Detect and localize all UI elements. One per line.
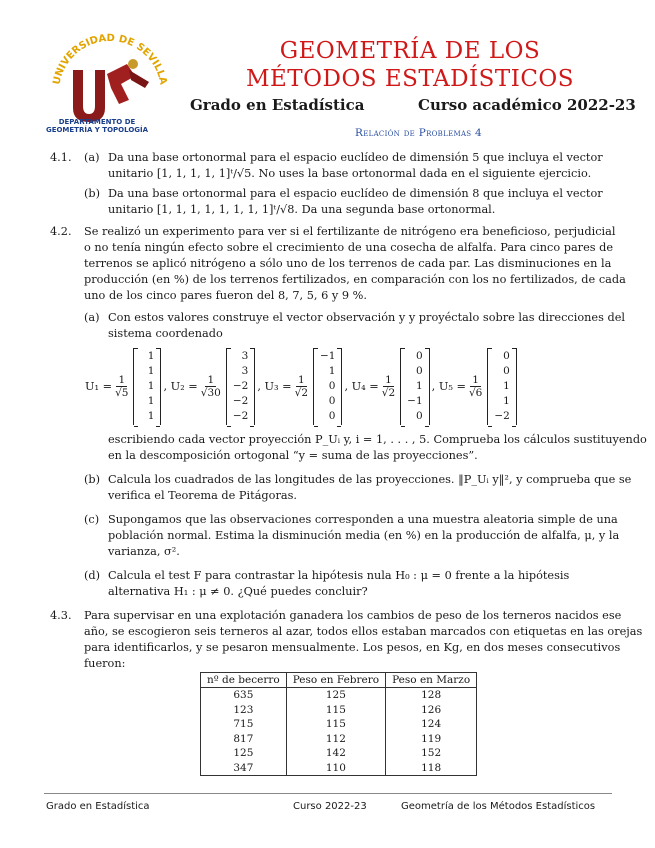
paragraph-line: Calcula el test F para contrastar la hipótesis nula H₀ : μ = 0 frente a la hipótesis bbox=[108, 569, 570, 582]
footer-left: Grado en Estadística bbox=[46, 801, 150, 812]
vector-name: , U₃ = bbox=[257, 380, 292, 393]
problem-number: 4.2. bbox=[50, 225, 72, 238]
paragraph-line: o no tenía ningún efecto sobre el crecimiento de una cosecha de alfalfa. Para cinco pares de bbox=[84, 241, 614, 254]
paragraph-line: año, se escogieron seis terneros al azar, todos ellos estaban marcados con etiquetas en las orejas bbox=[84, 625, 643, 638]
item-label: (d) bbox=[84, 569, 101, 582]
column-header: nº de becerro bbox=[201, 673, 287, 688]
column-header: Peso en Marzo bbox=[386, 673, 477, 688]
paragraph-line: fueron: bbox=[84, 657, 126, 670]
footer-right: Geometría de los Métodos Estadísticos bbox=[401, 801, 596, 812]
paragraph-line: uno de los cinco pares fueron del 8, 7, 5, 6 y 9 %. bbox=[84, 289, 367, 302]
item-label: (b) bbox=[84, 473, 101, 486]
item-label: (a) bbox=[84, 311, 100, 324]
item-label: (a) bbox=[84, 151, 100, 164]
footer-center: Curso 2022-23 bbox=[293, 801, 367, 812]
column-vector: 3 3 −2 −2 −2 bbox=[226, 348, 255, 425]
paragraph-line: terrenos se aplicó nitrógeno a sólo uno de los terrenos de cada par. Las disminuciones en la bbox=[84, 257, 612, 270]
paragraph-line: verifica el Teorema de Pitágoras. bbox=[108, 489, 297, 502]
fraction-numerator: 1 bbox=[207, 373, 215, 386]
footer-divider bbox=[44, 793, 612, 794]
paragraph-line: producción (en %) de los terrenos fertilizados, en comparación con los no fertilizados, de cada bbox=[84, 273, 626, 286]
paragraph-line: alternativa H₁ : μ ≠ 0. ¿Qué puedes concluir? bbox=[108, 585, 368, 598]
column-vector: 0 0 1 1 −2 bbox=[487, 348, 516, 425]
fraction-numerator: 1 bbox=[385, 373, 392, 386]
table-row: 347 110 118 bbox=[201, 761, 477, 776]
fraction-denominator: √2 bbox=[294, 386, 308, 399]
sheet-title: Relación de Problemas 4 bbox=[355, 127, 483, 139]
paragraph-line: Da una base ortonormal para el espacio euclídeo de dimensión 5 que incluya el vector bbox=[108, 151, 603, 164]
item-label: (b) bbox=[84, 187, 101, 200]
page-title-line2: MÉTODOS ESTADÍSTICOS bbox=[245, 66, 575, 92]
table-row: 125 142 152 bbox=[201, 746, 477, 761]
vector-name: , U₅ = bbox=[431, 380, 466, 393]
problem-number: 4.1. bbox=[50, 151, 72, 164]
paragraph-line: para identificarlos, y se pesaron mensualmente. Los pesos, en Kg, en dos meses consecutivos bbox=[84, 641, 621, 654]
paragraph-line: Con estos valores construye el vector observación y y proyéctalo sobre las direcciones del bbox=[108, 311, 626, 324]
table-row: 123 115 126 bbox=[201, 703, 477, 718]
fraction-denominator: √5 bbox=[115, 386, 129, 399]
table-row: 715 115 124 bbox=[201, 717, 477, 732]
paragraph-line: Calcula los cuadrados de las longitudes de las proyecciones. ‖P_Uᵢ y‖², y comprueba que se bbox=[108, 473, 632, 486]
vector-name: , U₄ = bbox=[344, 380, 379, 393]
column-header: Peso en Febrero bbox=[286, 673, 385, 688]
paragraph-line: población normal. Estima la disminución media (en %) en la producción de alfalfa, μ, y la bbox=[108, 529, 620, 542]
paragraph-line: varianza, σ². bbox=[108, 545, 180, 558]
problem-number: 4.3. bbox=[50, 609, 72, 622]
fraction-numerator: 1 bbox=[472, 373, 479, 386]
basis-vectors bbox=[85, 348, 519, 425]
degree-label: Grado en Estadística bbox=[190, 96, 365, 114]
column-vector: 0 0 1 −1 0 bbox=[400, 348, 429, 425]
course-label: Curso académico 2022-23 bbox=[418, 96, 636, 114]
column-vector: −1 1 0 0 0 bbox=[313, 348, 342, 425]
department-label: DEPARTAMENTO DE GEOMETRÍA Y TOPOLOGÍA bbox=[45, 118, 149, 134]
table-header-row bbox=[201, 673, 477, 688]
paragraph-line: unitario [1, 1, 1, 1, 1, 1, 1, 1]ᵗ/√8. Da una segunda base ortonormal. bbox=[108, 203, 496, 216]
page-title-line1: GEOMETRÍA DE LOS bbox=[279, 38, 541, 64]
fraction-denominator: √2 bbox=[381, 386, 396, 399]
vector-name: , U₂ = bbox=[163, 380, 198, 393]
paragraph-line: escribiendo cada vector proyección P_Uᵢ y, i = 1, . . . , 5. Comprueba los cálculos sustituyendo bbox=[108, 433, 647, 446]
logo-arc-text: UNIVERSIDAD DE SEVILLA bbox=[51, 32, 169, 86]
paragraph-line: sistema coordenado bbox=[108, 327, 223, 340]
table-row: 817 112 119 bbox=[201, 732, 477, 747]
weights-table bbox=[200, 672, 477, 776]
fraction-denominator: √6 bbox=[468, 386, 483, 399]
table-row: 635 125 128 bbox=[201, 688, 477, 703]
fraction-numerator: 1 bbox=[297, 373, 305, 386]
paragraph-line: Supongamos que las observaciones corresponden a una muestra aleatoria simple de una bbox=[108, 513, 618, 526]
item-label: (c) bbox=[84, 513, 100, 526]
fraction-numerator: 1 bbox=[118, 373, 126, 386]
paragraph-line: unitario [1, 1, 1, 1, 1]ᵗ/√5. No uses la base ortonormal dada en el siguiente ejercicio. bbox=[108, 167, 592, 180]
paragraph-line: Para supervisar en una explotación ganadera los cambios de peso de los terneros nacidos ese bbox=[84, 609, 622, 622]
vector-name: U₁ = bbox=[85, 380, 113, 393]
paragraph-line: Se realizó un experimento para ver si el fertilizante de nitrógeno era beneficioso, perjudicial bbox=[84, 225, 616, 238]
column-vector: 1 1 1 1 1 bbox=[133, 348, 161, 425]
fraction-denominator: √30 bbox=[200, 386, 221, 399]
paragraph-line: Da una base ortonormal para el espacio euclídeo de dimensión 8 que incluya el vector bbox=[108, 187, 603, 200]
paragraph-line: en la descomposición ortogonal “y = suma de las proyecciones”. bbox=[108, 449, 478, 462]
